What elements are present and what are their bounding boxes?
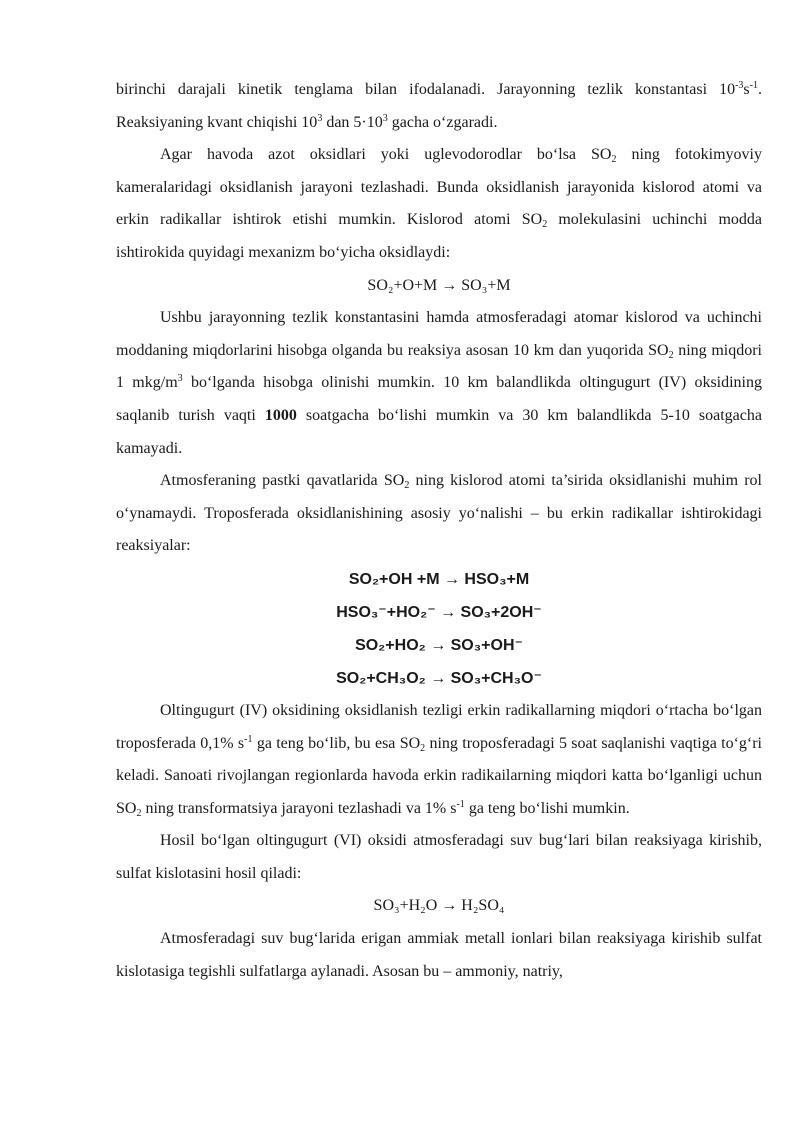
paragraph-7: Atmosferadagi suv bug‘larida erigan ammiak metall ionlari bilan reaksiyaga kirishib sulfat kislotasiga tegishli sulfatlarga aylanadi. Asosan bu – ammoniy, natriy, (116, 930, 762, 980)
p5-text-d: ning transformatsiya jarayoni tezlashadi va 1% s (141, 799, 457, 817)
p1-sup-d: 3 (382, 112, 388, 124)
reaction-4: SO₂+CH₃O₂ → SO₃+CH₃O⁻ (336, 669, 542, 687)
page-body (116, 74, 762, 988)
p4-text-a: Atmosferaning pastki qavatlarida SO (160, 472, 405, 490)
p2-sub-b: 2 (542, 219, 548, 231)
reaction-1: SO₂+OH +M → HSO₃+M (348, 570, 530, 588)
paragraph-4 (116, 465, 762, 563)
p4-sub-a: 2 (404, 480, 410, 492)
p3-text-b: ning miqdori 1 mkg/m (116, 341, 763, 392)
p2-sub-a: 2 (611, 154, 617, 166)
p5-text-a: Oltingugurt (IV) oksidining oksidlanish tezligi erkin radikallarning miqdori o‘rtacha bo‘lgan troposferada 0,1% s (116, 701, 762, 752)
paragraph-5 (116, 695, 762, 825)
p5-sup-a: -1 (244, 733, 253, 745)
paragraph-3 (116, 302, 762, 465)
p5-text-e: ga teng bo‘lishi mumkin. (464, 799, 630, 817)
p2-text-b: ning fotokimyoviy kameralaridagi oksidlanish jarayoni tezlashadi. Bunda oksidlanish jarayonida kislorod atomi va erkin radikallar ishtirok etishi mumkin. Kislorod atomi SO (116, 146, 762, 229)
p1-text-d: dan 5·10 (322, 113, 383, 131)
p5-sup-d: -1 (456, 798, 465, 810)
p3-text-c: bo‘lganda hisobga olinishi mumkin. 10 km balandlikda oltingugurt (IV) oksidining saqlanib turish vaqti (116, 374, 762, 424)
p3-text-d: soatgacha bo‘lishi mumkin va 30 km balandlikda 5-10 soatgacha kamayadi. (116, 406, 762, 457)
p4-text-b: ning kislorod atomi ta’sirida oksidlanishi muhim rol o‘ynamaydi. Troposferada oksidlanishining asosiy yo‘nalishi – bu erkin radikallar ishtirokidagi reaksiyalar: (116, 472, 763, 555)
p5-text-b: ga teng bo‘lib, bu esa SO (252, 734, 421, 752)
p3-bold-value: 1000 (264, 406, 297, 424)
p2-text-a: Agar havoda azot oksidlari yoki uglevodorodlar bo‘lsa SO (160, 146, 612, 164)
p5-sub-c: 2 (136, 807, 142, 819)
p1-text-c: . Reaksiyaning kvant chiqishi 10 (116, 81, 762, 131)
p1-sup-c: 3 (317, 112, 323, 124)
p3-text-a: Ushbu jarayonning tezlik konstantasini hamda atmosferadagi atomar kislorod va uchinchi moddaning miqdorlarini hisobga olganda bu reaksiya asosan 10 km dan yuqorida SO (116, 309, 762, 359)
p1-text-e: gacha o‘zgaradi. (387, 113, 498, 131)
p1-text-a: birinchi darajali kinetik tenglama bilan ifodalanadi. Jarayonning tezlik konstantasi 10 (116, 81, 736, 98)
p1-text-b: s (743, 81, 750, 98)
paragraph-1 (116, 74, 762, 139)
reaction-2: HSO₃⁻+HO₂⁻ → SO₃+2OH⁻ (336, 603, 542, 621)
p5-text-c: ning troposferadagi 5 soat saqlanishi vaqtiga to‘g‘ri keladi. Sanoati rivojlangan regionlarda havoda erkin radikailarning miqdori katta bo‘lganligi uchun SO (116, 734, 762, 817)
p1-sup-a: -3 (735, 80, 744, 91)
p3-sub-a: 2 (668, 349, 674, 361)
p5-sub-b: 2 (420, 742, 426, 754)
p3-sup-b: 3 (177, 373, 183, 385)
reaction-list (116, 563, 762, 695)
equation-so2-oxygen: SO₂+O+M → SO₃+M (367, 276, 511, 294)
paragraph-6: Hosil bo‘lgan oltingugurt (VI) oksidi atmosferadagi suv bug‘lari bilan reaksiyaga kirishib, sulfat kislotasini hosil qiladi: (116, 832, 762, 882)
equation-sulfuric-acid: SO₃+H₂O → H₂SO₄ (373, 897, 505, 915)
p1-sup-b: -1 (749, 80, 758, 91)
reaction-3: SO₂+HO₂ → SO₃+OH⁻ (355, 636, 523, 654)
p2-text-c: molekulasini uchinchi modda ishtirokida quyidagi mexanizm bo‘yicha oksidlaydi: (116, 211, 763, 261)
paragraph-2 (116, 139, 762, 269)
